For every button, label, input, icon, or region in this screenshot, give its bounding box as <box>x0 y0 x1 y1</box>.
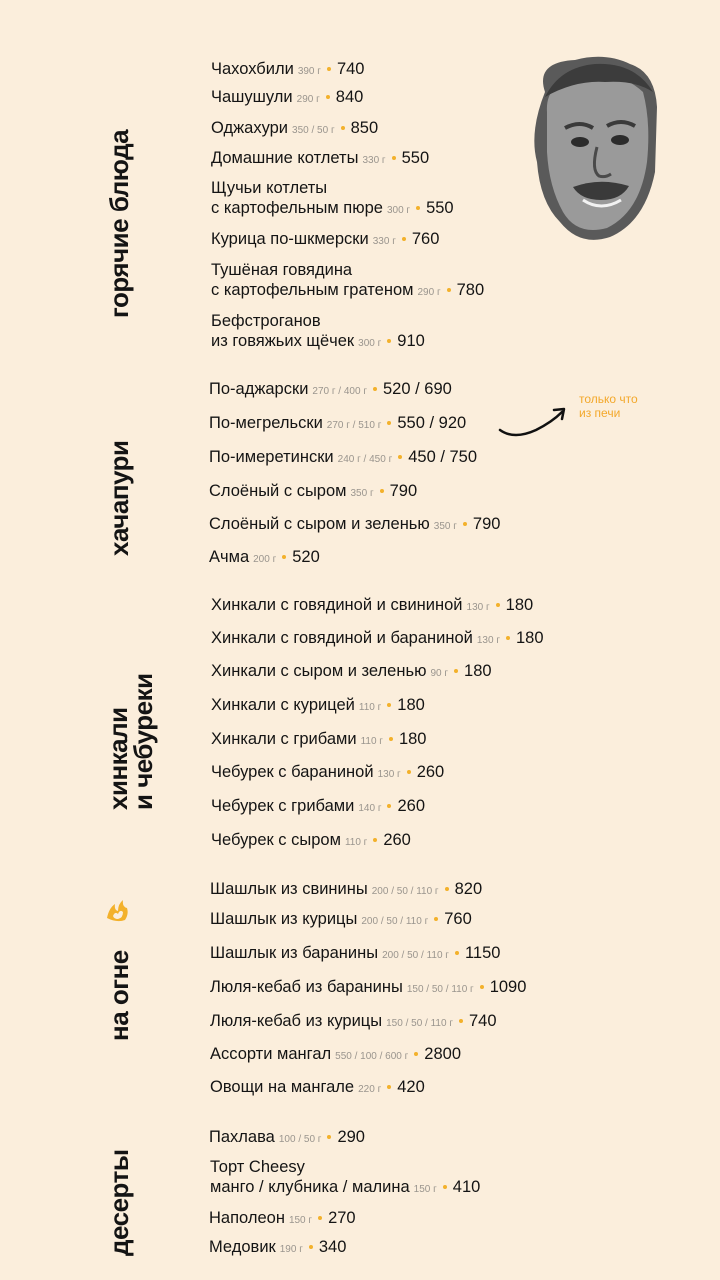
item-price: 740 <box>336 60 365 78</box>
menu-item <box>211 178 454 221</box>
item-price: 180 <box>505 596 534 614</box>
separator-dot <box>402 237 406 241</box>
fresh-note-line2: из печи <box>579 406 621 420</box>
item-name: Медовик <box>209 1238 276 1256</box>
item-price: 790 <box>389 482 418 500</box>
separator-dot <box>445 887 449 891</box>
item-weight: 190 г <box>279 1244 303 1255</box>
item-weight: 290 г <box>417 287 441 298</box>
item-price: 340 <box>318 1238 347 1256</box>
separator-dot <box>326 95 330 99</box>
menu-item <box>209 481 417 504</box>
fresh-note-line1: только что <box>579 392 638 406</box>
menu-item <box>211 148 429 171</box>
item-weight: 130 г <box>377 769 401 780</box>
item-name: Ассорти мангал <box>210 1045 332 1063</box>
item-weight: 330 г <box>372 236 396 247</box>
chef-portrait-image <box>525 52 663 242</box>
item-name: По-мегрельски <box>209 414 323 432</box>
menu-item <box>209 447 477 470</box>
item-name: Хинкали с говядиной и свининой <box>211 596 463 614</box>
item-name: Шашлык из свинины <box>210 880 368 898</box>
menu-item <box>211 229 439 252</box>
separator-dot <box>387 1085 391 1089</box>
item-name: По-аджарски <box>209 380 309 398</box>
item-name: Пахлава <box>209 1128 275 1146</box>
item-name: Хинкали с грибами <box>211 730 357 748</box>
item-weight: 150 г <box>288 1215 313 1226</box>
item-name: Слоёный с сыром <box>209 482 347 500</box>
menu-item <box>211 762 444 785</box>
item-name: Чебурек с бараниной <box>211 763 374 781</box>
menu-item <box>211 661 492 684</box>
item-weight: 150 г <box>413 1184 437 1195</box>
item-weight: 390 г <box>297 66 321 77</box>
menu-item <box>211 260 484 303</box>
item-price: 910 <box>397 332 425 350</box>
menu-item <box>211 830 411 853</box>
item-weight: 240 г / 450 г <box>337 454 393 465</box>
menu-item <box>211 595 533 618</box>
section-title-khinkali-line2: и чебуреки <box>128 673 158 810</box>
item-name: Чебурек с сыром <box>211 831 341 849</box>
section-title-desserts: десерты <box>104 1149 134 1256</box>
item-name-line1: Щучьи котлеты <box>211 179 328 197</box>
item-name: Шашлык из баранины <box>210 944 379 962</box>
item-weight: 200 г <box>253 554 277 565</box>
separator-dot <box>392 156 396 160</box>
item-price: 550 <box>426 199 454 217</box>
menu-item <box>210 943 500 966</box>
item-price: 260 <box>397 797 426 815</box>
menu-item <box>209 1127 365 1150</box>
menu-item <box>209 1208 356 1231</box>
item-price: 290 <box>337 1128 365 1146</box>
item-weight: 270 г / 400 г <box>312 386 367 397</box>
separator-dot <box>387 804 391 808</box>
menu-item <box>209 547 320 570</box>
section-title-hot: горячие блюда <box>104 129 134 318</box>
separator-dot <box>380 489 384 493</box>
item-price: 260 <box>383 831 411 849</box>
section-title-khinkali <box>103 673 158 810</box>
item-weight: 300 г <box>358 338 382 349</box>
item-price: 740 <box>468 1012 497 1030</box>
item-weight: 100 / 50 г <box>278 1134 322 1145</box>
menu-item <box>211 796 425 819</box>
separator-dot <box>389 737 393 741</box>
menu-item <box>211 59 364 82</box>
item-name-line1: Бефстроганов <box>211 312 321 330</box>
item-name: Ачма <box>209 548 250 566</box>
item-name: с картофельным гратеном <box>211 281 414 299</box>
item-name: Шашлык из курицы <box>210 910 358 928</box>
item-name: из говяжьих щёчек <box>211 332 355 350</box>
menu-item <box>211 118 378 141</box>
item-weight: 200 / 50 / 110 г <box>371 886 439 897</box>
item-name-line1: Торт Cheesy <box>210 1158 305 1176</box>
item-name: Люля-кебаб из баранины <box>210 978 403 996</box>
separator-dot <box>454 669 458 673</box>
separator-dot <box>327 67 331 71</box>
separator-dot <box>398 455 402 459</box>
item-price: 180 <box>398 730 427 748</box>
item-name: Хинкали с сыром и зеленью <box>211 662 427 680</box>
menu-item <box>209 379 452 402</box>
item-name: Домашние котлеты <box>211 149 359 167</box>
separator-dot <box>373 387 377 391</box>
separator-dot <box>414 1052 418 1056</box>
item-name: Овощи на мангале <box>210 1078 355 1096</box>
item-name: Наполеон <box>209 1209 285 1227</box>
separator-dot <box>387 339 391 343</box>
item-price: 410 <box>452 1178 481 1196</box>
item-name: По-имеретински <box>209 448 334 466</box>
item-price: 760 <box>444 910 472 928</box>
item-weight: 130 г <box>476 635 500 646</box>
item-price: 2800 <box>424 1045 462 1063</box>
menu-item <box>209 514 500 537</box>
menu-item <box>211 87 363 110</box>
menu-item <box>210 879 482 902</box>
menu-item <box>210 1044 461 1067</box>
item-weight: 350 / 50 г <box>292 125 335 136</box>
separator-dot <box>407 770 411 774</box>
item-weight: 270 г / 510 г <box>326 420 382 431</box>
item-price: 850 <box>350 119 379 137</box>
item-name: Оджахури <box>211 119 289 137</box>
item-price: 260 <box>416 763 445 781</box>
item-price: 520 / 690 <box>382 380 452 398</box>
separator-dot <box>416 206 420 210</box>
separator-dot <box>318 1216 322 1220</box>
separator-dot <box>309 1245 313 1249</box>
separator-dot <box>282 555 286 559</box>
separator-dot <box>455 951 459 955</box>
separator-dot <box>341 126 345 130</box>
separator-dot <box>387 421 391 425</box>
item-price: 180 <box>464 662 492 680</box>
item-name: Чахохбили <box>211 60 294 78</box>
separator-dot <box>434 917 438 921</box>
item-weight: 200 / 50 / 110 г <box>361 916 429 927</box>
separator-dot <box>443 1185 447 1189</box>
item-weight: 140 г <box>358 803 382 814</box>
menu-item <box>211 628 544 651</box>
arrow-icon <box>496 400 576 444</box>
item-price: 550 / 920 <box>397 414 467 432</box>
section-title-fire: на огне <box>104 950 134 1041</box>
separator-dot <box>506 636 510 640</box>
menu-item <box>211 695 425 718</box>
separator-dot <box>480 985 484 989</box>
item-weight: 550 / 100 / 600 г <box>335 1051 409 1062</box>
separator-dot <box>387 703 391 707</box>
item-price: 180 <box>397 696 425 714</box>
item-price: 180 <box>516 629 544 647</box>
item-weight: 90 г <box>430 668 449 679</box>
menu-item <box>210 1077 425 1100</box>
item-weight: 150 / 50 / 110 г <box>406 984 474 995</box>
separator-dot <box>463 522 467 526</box>
menu-item <box>209 413 466 436</box>
item-name: Курица по-шкмерски <box>211 230 369 248</box>
item-weight: 350 г <box>433 521 457 532</box>
item-name: Хинкали с курицей <box>211 696 355 714</box>
item-weight: 150 / 50 / 110 г <box>386 1018 453 1029</box>
separator-dot <box>327 1135 331 1139</box>
section-title-khachapuri: хачапури <box>104 440 134 556</box>
item-price: 450 / 750 <box>408 448 478 466</box>
separator-dot <box>496 603 500 607</box>
section-title-khinkali-line1: хинкали <box>103 707 133 810</box>
item-price: 790 <box>472 515 501 533</box>
item-weight: 350 г <box>350 488 374 499</box>
item-weight: 290 г <box>296 94 320 105</box>
item-name-line1: Тушёная говядина <box>211 261 353 279</box>
menu-item <box>211 311 425 354</box>
item-price: 1150 <box>464 944 501 962</box>
separator-dot <box>373 838 377 842</box>
item-name: манго / клубника / малина <box>210 1178 410 1196</box>
item-price: 760 <box>411 230 440 248</box>
flame-icon <box>103 896 133 924</box>
item-weight: 300 г <box>386 205 411 216</box>
item-weight: 110 г <box>358 702 382 713</box>
item-price: 820 <box>454 880 483 898</box>
menu-item <box>210 909 472 932</box>
item-price: 520 <box>292 548 320 566</box>
menu-item <box>210 1011 497 1034</box>
item-price: 840 <box>335 88 364 106</box>
separator-dot <box>459 1019 463 1023</box>
item-price: 780 <box>456 281 485 299</box>
item-price: 270 <box>328 1209 356 1227</box>
item-name: Чашушули <box>211 88 293 106</box>
menu-item <box>209 1237 346 1260</box>
item-price: 1090 <box>489 978 527 996</box>
item-price: 550 <box>401 149 430 167</box>
separator-dot <box>447 288 451 292</box>
item-weight: 330 г <box>362 155 386 166</box>
fresh-note <box>579 392 638 420</box>
item-weight: 220 г <box>358 1084 382 1095</box>
item-name: Люля-кебаб из курицы <box>210 1012 383 1030</box>
menu-item <box>211 729 426 752</box>
item-weight: 110 г <box>344 837 368 848</box>
item-name: Чебурек с грибами <box>211 797 355 815</box>
item-price: 420 <box>397 1078 425 1096</box>
item-name: Слоёный с сыром и зеленью <box>209 515 430 533</box>
item-name: Хинкали с говядиной и бараниной <box>211 629 473 647</box>
item-weight: 200 / 50 / 110 г <box>382 950 449 961</box>
menu-item <box>210 977 526 1000</box>
item-name: с картофельным пюре <box>211 199 383 217</box>
item-weight: 130 г <box>466 602 490 613</box>
item-weight: 110 г <box>360 736 383 747</box>
menu-item <box>210 1157 480 1200</box>
